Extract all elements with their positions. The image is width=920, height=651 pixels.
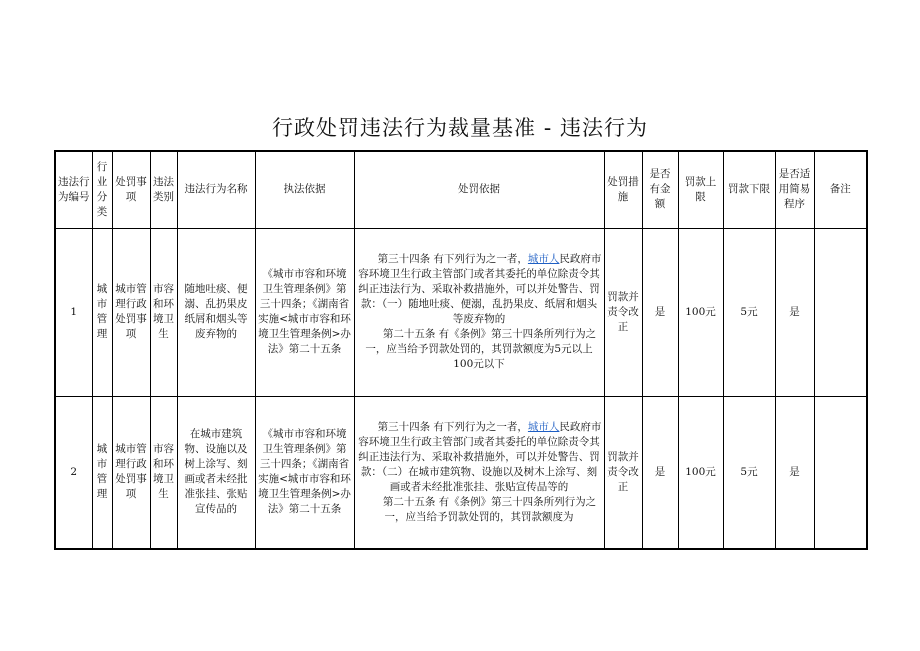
cell-measures: 罚款并责令改正 bbox=[604, 228, 642, 396]
cell-code: 2 bbox=[55, 396, 92, 549]
cell-penalty-basis bbox=[354, 228, 604, 396]
header-simple-procedure: 是否适用简易程序 bbox=[775, 151, 814, 228]
cell-enforcement-basis: 《城市市容和环境卫生管理条例》第三十四条；《湖南省实施<城市市容和环境卫生管理条例>办法》第二十五条 bbox=[255, 396, 354, 549]
penalty-basis-link[interactable]: 城市人 bbox=[527, 253, 560, 265]
penalty-basis-paragraph: 第二十五条 有《条例》第三十四条所列行为之一，应当给予罚款处罚的，其罚款额度为 bbox=[382, 495, 597, 523]
violation-table bbox=[54, 150, 868, 550]
cell-measures: 罚款并责令改正 bbox=[604, 396, 642, 549]
cell-enforcement-basis: 《城市市容和环境卫生管理条例》第三十四条；《湖南省实施<城市市容和环境卫生管理条例>办法》第二十五条 bbox=[255, 228, 354, 396]
cell-fine-lower: 5元 bbox=[723, 396, 775, 549]
penalty-basis-link[interactable]: 城市人 bbox=[527, 420, 560, 433]
penalty-basis-text: 民政府市容环境卫生行政主管部门或者其委托的单位除责令其纠正违法行为、采取补救措施外，可以并处警告、罚款：（二）在城市建筑物、设施以及树木上涂写、刻画或者未经批准张挂、张贴宣传品等的 bbox=[358, 420, 602, 493]
table-row bbox=[55, 228, 867, 396]
cell-code: 1 bbox=[55, 228, 92, 396]
cell-category: 市容和环境卫生 bbox=[150, 228, 177, 396]
cell-industry: 城市管理 bbox=[92, 396, 112, 549]
penalty-basis-paragraph: 第二十五条 有《条例》第三十四条所列行为之一，应当给予罚款处罚的，其罚款额度为5元以上100元以下 bbox=[365, 328, 597, 370]
header-has-fine: 是否有金额 bbox=[642, 151, 678, 228]
cell-category: 市容和环境卫生 bbox=[150, 396, 177, 549]
cell-violation-name: 在城市建筑物、设施以及树上涂写、刻画或者未经批准张挂、张贴宣传品的 bbox=[177, 396, 255, 549]
table-header-row bbox=[55, 151, 867, 228]
cell-penalty-basis bbox=[354, 396, 604, 549]
cell-remarks bbox=[814, 228, 867, 396]
header-remarks: 备注 bbox=[814, 151, 867, 228]
cell-has-fine: 是 bbox=[642, 228, 678, 396]
header-penalty-basis: 处罚依据 bbox=[354, 151, 604, 228]
header-fine-lower: 罚款下限 bbox=[723, 151, 775, 228]
header-industry: 行业分类 bbox=[92, 151, 112, 228]
table-row bbox=[55, 396, 867, 549]
cell-simple-procedure: 是 bbox=[775, 228, 814, 396]
cell-fine-upper: 100元 bbox=[678, 228, 723, 396]
penalty-basis-text: 第三十四条 有下列行为之一者， bbox=[377, 253, 528, 265]
header-matter: 处罚事项 bbox=[112, 151, 150, 228]
penalty-basis-text: 民政府市容环境卫生行政主管部门或者其委托的单位除责令其纠正违法行为、采取补救措施外，可以并处警告、罚款：（一）随地吐痰、便溺，乱扔果皮、纸屑和烟头等废弃物的 bbox=[358, 253, 602, 325]
cell-fine-lower: 5元 bbox=[723, 228, 775, 396]
cell-fine-upper: 100元 bbox=[678, 396, 723, 549]
cell-simple-procedure: 是 bbox=[775, 396, 814, 549]
header-measures: 处罚措施 bbox=[604, 151, 642, 228]
header-enforcement-basis: 执法依据 bbox=[255, 151, 354, 228]
page-title: 行政处罚违法行为裁量基准 - 违法行为 bbox=[272, 116, 648, 140]
header-fine-upper: 罚款上限 bbox=[678, 151, 723, 228]
cell-has-fine: 是 bbox=[642, 396, 678, 549]
header-category: 违法类别 bbox=[150, 151, 177, 228]
cell-violation-name: 随地吐痰、便溺、乱扔果皮纸屑和烟头等废弃物的 bbox=[177, 228, 255, 396]
cell-matter: 城市管理行政处罚事项 bbox=[112, 228, 150, 396]
penalty-basis-text: 第三十四条 有下列行为之一者， bbox=[377, 420, 528, 433]
cell-matter: 城市管理行政处罚事项 bbox=[112, 396, 150, 549]
cell-remarks bbox=[814, 396, 867, 549]
header-violation-name: 违法行为名称 bbox=[177, 151, 255, 228]
cell-industry: 城市管理 bbox=[92, 228, 112, 396]
header-code: 违法行为编号 bbox=[55, 151, 92, 228]
